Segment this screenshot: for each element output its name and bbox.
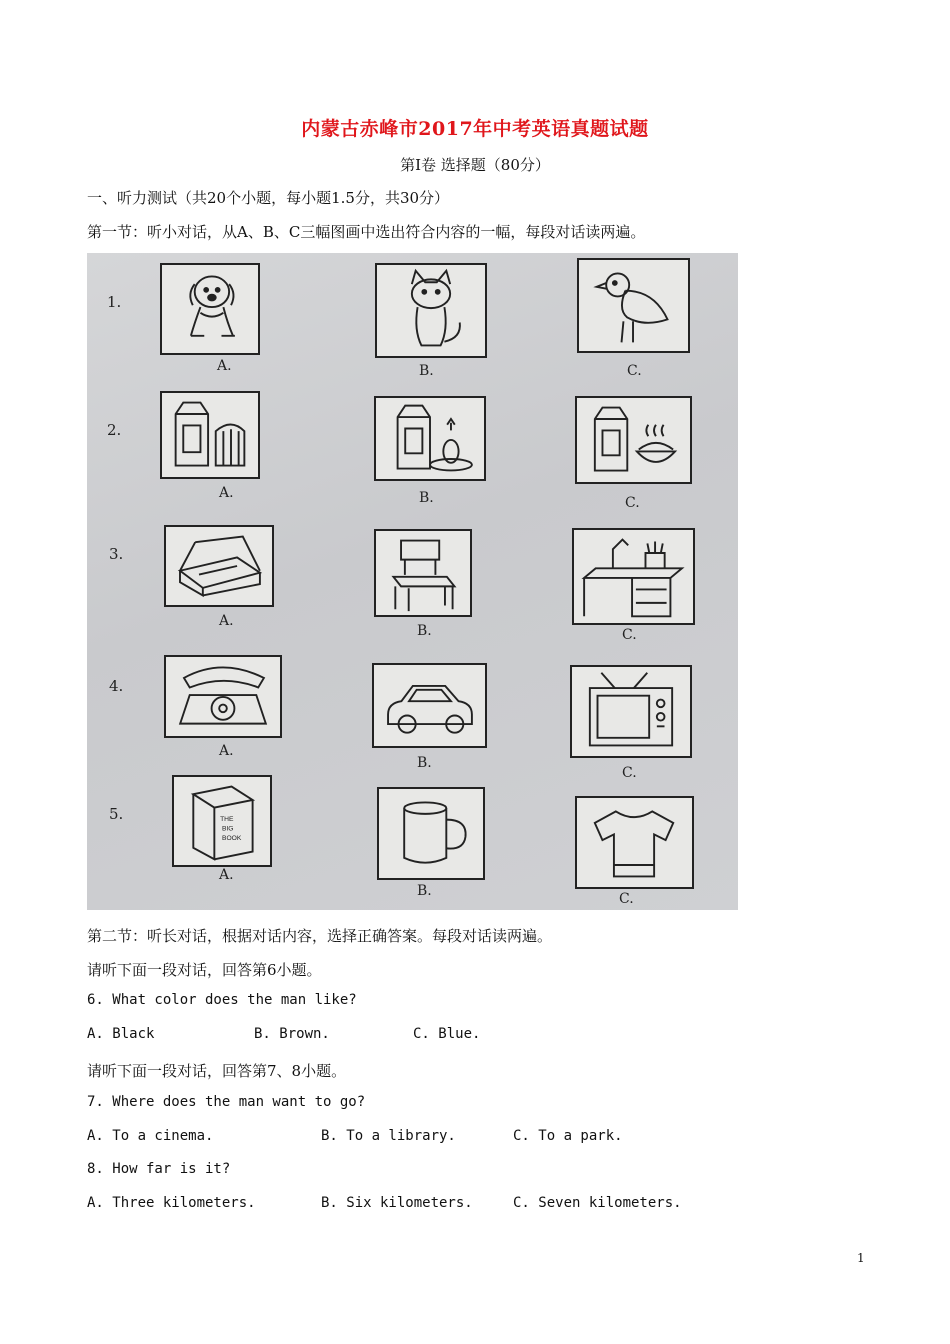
question-number-4: 4. (109, 677, 124, 695)
q6-option-c: C. Blue. (413, 1026, 481, 1042)
section2-instruction: 第二节：听长对话，根据对话内容，选择正确答案。每段对话读两遍。 (87, 927, 553, 945)
pencil-box-icon (164, 525, 274, 607)
milk-egg-icon (374, 396, 486, 481)
q6-option-a: A. Black (87, 1026, 155, 1042)
question-number-5: 5. (109, 805, 124, 823)
question-number-3: 3. (109, 545, 124, 563)
telephone-icon (164, 655, 282, 738)
question-number-1: 1. (107, 293, 122, 311)
option-label-1a: A. (217, 358, 232, 374)
book-cover-text-3: BOOK (222, 835, 242, 843)
option-label-2b: B. (419, 490, 434, 506)
book-cover-text-1: THE (220, 816, 234, 823)
tshirt-icon (575, 796, 694, 889)
dog-icon (160, 263, 260, 355)
book-icon (172, 775, 272, 867)
listening-pictures-photo (87, 253, 738, 910)
cat-icon (375, 263, 487, 358)
q7-option-a: A. To a cinema. (87, 1128, 214, 1144)
option-label-2c: C. (625, 495, 640, 511)
option-label-3c: C. (622, 627, 637, 643)
tv-icon (570, 665, 692, 758)
option-label-4c: C. (622, 765, 637, 781)
option-label-3b: B. (417, 623, 432, 639)
prompt-q6: 请听下面一段对话，回答第6小题。 (87, 961, 322, 979)
question-6: 6. What color does the man like? (87, 992, 357, 1008)
q7-option-b: B. To a library. (321, 1128, 456, 1144)
q7-option-c: C. To a park. (513, 1128, 623, 1144)
chair-icon (374, 529, 472, 617)
milk-bread-icon (160, 391, 260, 479)
page-number: 1 (857, 1251, 865, 1265)
question-7: 7. Where does the man want to go? (87, 1094, 366, 1110)
option-label-5b: B. (417, 883, 432, 899)
page-title: 内蒙古赤峰市2017年中考英语真题试题 (301, 118, 649, 140)
q8-option-c: C. Seven kilometers. (513, 1195, 682, 1211)
option-label-3a: A. (219, 613, 234, 629)
car-icon (372, 663, 487, 748)
section1-instruction: 第一节：听小对话，从A、B、C三幅图画中选出符合内容的一幅，每段对话读两遍。 (87, 223, 646, 241)
question-8: 8. How far is it? (87, 1161, 231, 1177)
q6-option-b: B. Brown. (254, 1026, 330, 1042)
option-label-4b: B. (417, 755, 432, 771)
q8-option-b: B. Six kilometers. (321, 1195, 473, 1211)
option-label-5c: C. (619, 891, 634, 907)
option-label-4a: A. (219, 743, 234, 759)
bird-icon (577, 258, 690, 353)
milk-rice-icon (575, 396, 692, 484)
part1-heading: 一、听力测试（共20个小题，每小题1.5分，共30分） (87, 189, 450, 207)
prompt-q78: 请听下面一段对话，回答第7、8小题。 (87, 1062, 347, 1080)
option-label-1b: B. (419, 363, 434, 379)
option-label-1c: C. (627, 363, 642, 379)
option-label-2a: A. (219, 485, 234, 501)
cup-icon (377, 787, 485, 880)
page-subtitle: 第Ⅰ卷 选择题（80分） (400, 156, 550, 174)
book-cover-text-2: BIG (222, 825, 234, 833)
desk-icon (572, 528, 695, 625)
option-label-5a: A. (219, 867, 234, 883)
question-number-2: 2. (107, 421, 122, 439)
q8-option-a: A. Three kilometers. (87, 1195, 256, 1211)
